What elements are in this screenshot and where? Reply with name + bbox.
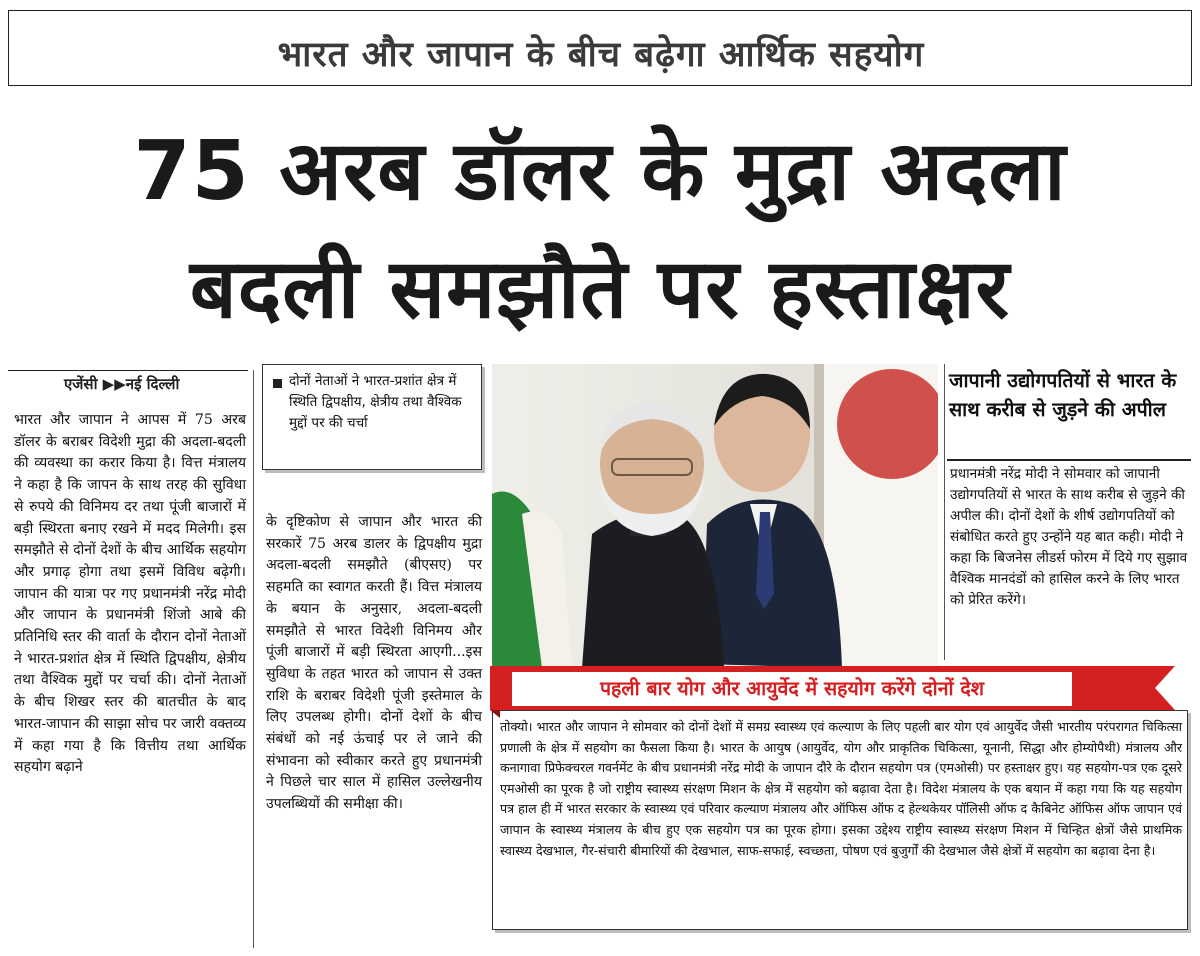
column-divider bbox=[253, 370, 254, 948]
yoga-story-text: तोक्यो। भारत और जापान ने सोमवार को दोनों देशों में समग्र स्वास्थ्य एवं कल्याण के लिए पहली बार योग एवं आयुर्वेद जैसी भारतीय परंपरागत चिकित्सा प्रणाली के क्षेत्र में सहयोग का फैसला किया है। भारत के आयुष (आयुर्वेद, योग और प्राकृतिक चिकित्सा, यूनानी, सिद्धा और होम्योपैथी) मंत्रालय और कनागावा प्रिफेक्चरल गवर्नमेंट के बीच प्रधानमंत्री नरेंद्र मोदी के जापान दौरे के दौरान सहयोग पत्र (एमओसी) पर हस्ताक्षर हुए। यह सहयोग-पत्र एक दूसरे एमओसी का पूरक है जो राष्ट्रीय स्वास्थ्य संरक्षण मिशन के क्षेत्र में सहयोग को बढ़ावा देता है। विदेश मंत्रालय के एक बयान में कहा गया कि यह सहयोग पत्र हाल ही में भारत सरकार के स्वास्थ्य एवं परिवार कल्याण मंत्रालय और ऑफिस ऑफ द हेल्थकेयर पॉलिसी ऑफ द कैबिनेट ऑफिस ऑफ जापान एवं जापान के स्वास्थ्य मंत्रालय के बीच हुए एक सहयोग पत्र का पूरक होगा। इसका उद्देश्य राष्ट्रीय स्वास्थ्य संरक्षण मिशन में चिन्हित क्षेत्रों जैसे प्राथमिक स्वास्थ्य देखभाल, गैर-संचारी बीमारियों की देखभाल, साफ-सफाई, स्वच्छता, पोषण एवं बुजुर्गों की देखभाल जैसे क्षेत्रों में सहयोग का बढ़ावा देना है। bbox=[500, 719, 1182, 858]
yoga-banner-headline: पहली बार योग और आयुर्वेद में सहयोग करेंगे दोनों देश bbox=[512, 672, 1072, 706]
byline: एजेंसी ▶▶नई दिल्ली bbox=[8, 370, 248, 398]
article-column-1: भारत और जापान ने आपस में 75 अरब डॉलर के बराबर विदेशी मुद्रा की अदला-बदली की व्यवस्था का करार किया है। वित्त मंत्रालय ने कहा है कि जापन के साथ तरह की सुविधा से रुपये की विनिमय दर तथा पूंजी बाजारों में बड़ी स्थिरता बनाए रखने में मदद मिलेगी। इस समझौते से दोनों देशों के बीच आर्थिक सहयोग और प्रगाढ़ होगा तथा इसमें विविध बढ़ेगी। जापान की यात्रा पर गए प्रधानमंत्री नरेंद्र मोदी और जापान के प्रधानमंत्री शिंजो आबे की प्रतिनिधि स्तर की वार्ता के दौरान दोनों नेताओं ने भारत-प्रशांत क्षेत्र में स्थिति द्विपक्षीय, क्षेत्रीय तथा वैश्विक मुद्दों पर चर्चा की। दोनों नेताओं के बीच शिखर स्तर की बातचीत के बाद भारत-जापान की साझा सोच पर जारी वक्तव्य में कहा गया है कि वित्तीय तथा आर्थिक सहयोग बढ़ाने bbox=[14, 412, 246, 776]
yoga-banner-tail bbox=[1155, 666, 1175, 710]
bullet-square-icon bbox=[273, 379, 282, 388]
sidebar-divider bbox=[944, 364, 945, 660]
headline-line-1: 75 अरब डॉलर के मुद्रा अदला bbox=[133, 124, 1067, 219]
article-column-2: के दृष्टिकोण से जापान और भारत की सरकारें 75 अरब डालर के द्विपक्षीय मुद्रा अदला-बदली समझौते (बीएसए) पर सहमति का स्वागत करती हैं। वित्त मंत्रालय के बयान के अनुसार, अदला-बदली समझौते से भारत विदेशी विनिमय और पूंजी बाजारों में बड़ी स्थिरता आएगी...इस सुविधा के तहत भारत को जापान से उक्त राशि के बराबर विदेशी पूंजी इस्तेमाल के लिए उपलब्ध होगी। दोनों देशों के बीच संबंधों को नई ऊंचाई पर ले जाने की संभावना को स्वीकार करते हुए प्रधानमंत्री ने पिछले चार साल में हासिल उल्लेखनीय उपलब्धियों की समीक्षा की। bbox=[266, 514, 482, 813]
sidebar-headline-rule bbox=[947, 459, 1191, 461]
headline-line-2: बदली समझौते पर हस्ताक्षर bbox=[189, 242, 1011, 337]
sidebar-article-text: प्रधानमंत्री नरेंद्र मोदी ने सोमवार को जापानी उद्योगपतियों से भारत के साथ करीब से जुड़ने की अपील की। दोनों देशों के शीर्ष उद्योगपतियों को संबोधित करते हुए उन्होंने यह बात कही। मोदी ने कहा कि बिजनेस लीडर्स फोरम में दिये गए सुझाव वैश्विक मानदंडों को हासिल करने के लिए भारत को प्रेरित करेंगे। bbox=[950, 466, 1188, 608]
kicker-strapline: भारत और जापान के बीच बढ़ेगा आर्थिक सहयोग bbox=[277, 35, 925, 75]
yoga-banner-fold bbox=[490, 710, 500, 718]
pull-quote-text: दोनों नेताओं ने भारत-प्रशांत क्षेत्र में स्थिति द्विपक्षीय, क्षेत्रीय तथा वैश्विक मुद्दों पर की चर्चा bbox=[289, 373, 462, 431]
sidebar-headline: जापानी उद्योगपतियों से भारत के साथ करीब से जुड़ने की अपील bbox=[949, 369, 1177, 421]
kicker-box bbox=[8, 10, 1192, 86]
leaders-photo-illustration bbox=[492, 364, 938, 668]
pull-quote-box bbox=[262, 364, 482, 470]
leaders-photo bbox=[492, 364, 938, 668]
